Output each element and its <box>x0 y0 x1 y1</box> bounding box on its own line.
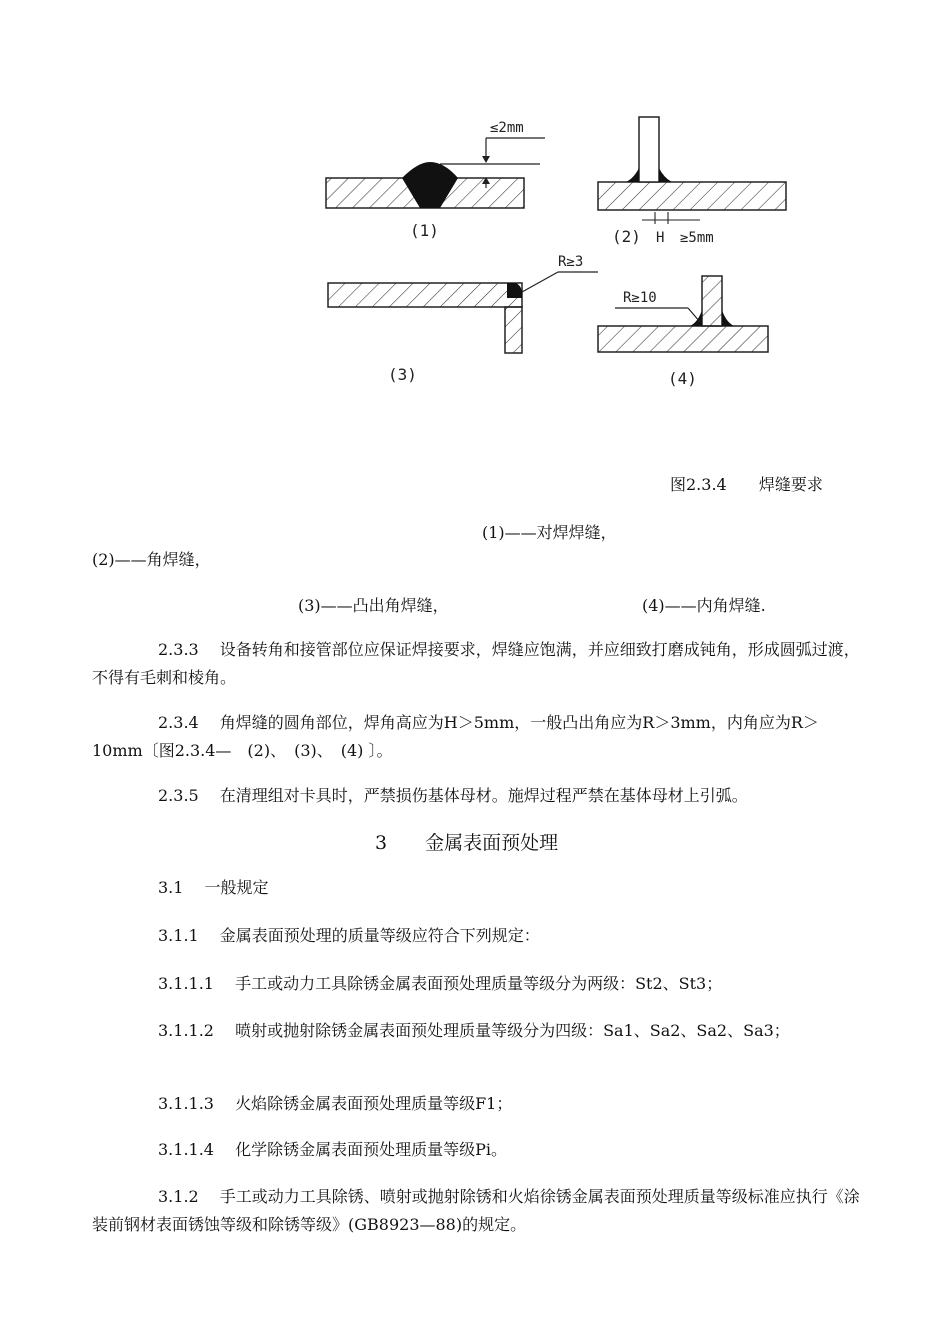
paragraph-3-1-1-4: 3.1.1.4 化学除锈金属表面预处理质量等级Pi。 <box>158 1140 507 1159</box>
inside-corner-radius-label: R≥10 <box>623 290 657 306</box>
figure-label-3: (3) <box>388 365 417 384</box>
figure-caption-title: 焊缝要求 <box>758 475 823 494</box>
figure-caption <box>670 472 823 495</box>
butt-weld-diagram <box>326 120 545 240</box>
figure-caption-number: 图2.3.4 <box>670 475 727 494</box>
paragraph-3-1-1: 3.1.1 金属表面预处理的质量等级应符合下列规定： <box>158 926 540 945</box>
paragraph-3-1-1-1: 3.1.1.1 手工或动力工具除锈金属表面预处理质量等级分为两级：St2、St3； <box>158 974 723 993</box>
outside-corner-weld-diagram <box>328 254 598 384</box>
paragraph-2-3-3: 2.3.3 设备转角和接管部位应保证焊接要求，焊缝应饱满，并应细致打磨成钝角，形成圆弧过渡，不得有毛刺和棱角。 <box>92 640 860 687</box>
figure-label-1: (1) <box>410 221 439 240</box>
butt-weld-height-label: ≤2mm <box>490 120 524 136</box>
section-title: 3 金属表面预处理 <box>375 832 559 854</box>
paragraph-2-3-5: 2.3.5 在清理组对卡具时，严禁损伤基体母材。施焊过程严禁在基体母材上引弧。 <box>158 786 748 805</box>
paragraph-3-1: 3.1 一般规定 <box>158 878 269 897</box>
paragraph-3-1-1-3: 3.1.1.3 火焰除锈金属表面预处理质量等级F1； <box>158 1094 513 1113</box>
paragraph-2-3-4: 2.3.4 角焊缝的圆角部位，焊角高应为H＞5mm，一般凸出角应为R＞3mm，内角应为R＞10mm〔图2.3.4— (2)、 (3)、 (4) 〕。 <box>92 713 819 760</box>
paragraph-3-1-2: 3.1.2 手工或动力工具除锈、喷射或抛射除锈和火焰徐锈金属表面预处理质量等级标准应执行《涂装前钢材表面锈蚀等级和除锈等级》(GB8923—88)的规定。 <box>92 1187 860 1234</box>
paragraph-3-1-1-2: 3.1.1.2 喷射或抛射除锈金属表面预处理质量等级分为四级：Sa1、Sa2、Sa2、Sa3； <box>158 1021 790 1040</box>
fillet-weld-diagram <box>598 117 786 246</box>
legend-item-1: (1)——对焊焊缝， <box>482 523 617 542</box>
fillet-weld-h-value: ≥5mm <box>680 230 714 246</box>
weld-requirements-figure <box>0 0 950 420</box>
figure-label-4: (4) <box>668 369 697 388</box>
legend-item-2: (2)——角焊缝， <box>92 550 211 569</box>
outside-corner-radius-label: R≥3 <box>558 254 584 270</box>
legend-item-3: (3)——凸出角焊缝， <box>298 596 449 615</box>
figure-label-2: (2) <box>612 227 641 246</box>
fillet-weld-h-label: H <box>656 230 665 246</box>
legend-item-4: (4)——内角焊缝. <box>642 596 766 615</box>
inside-corner-weld-diagram <box>598 276 768 388</box>
